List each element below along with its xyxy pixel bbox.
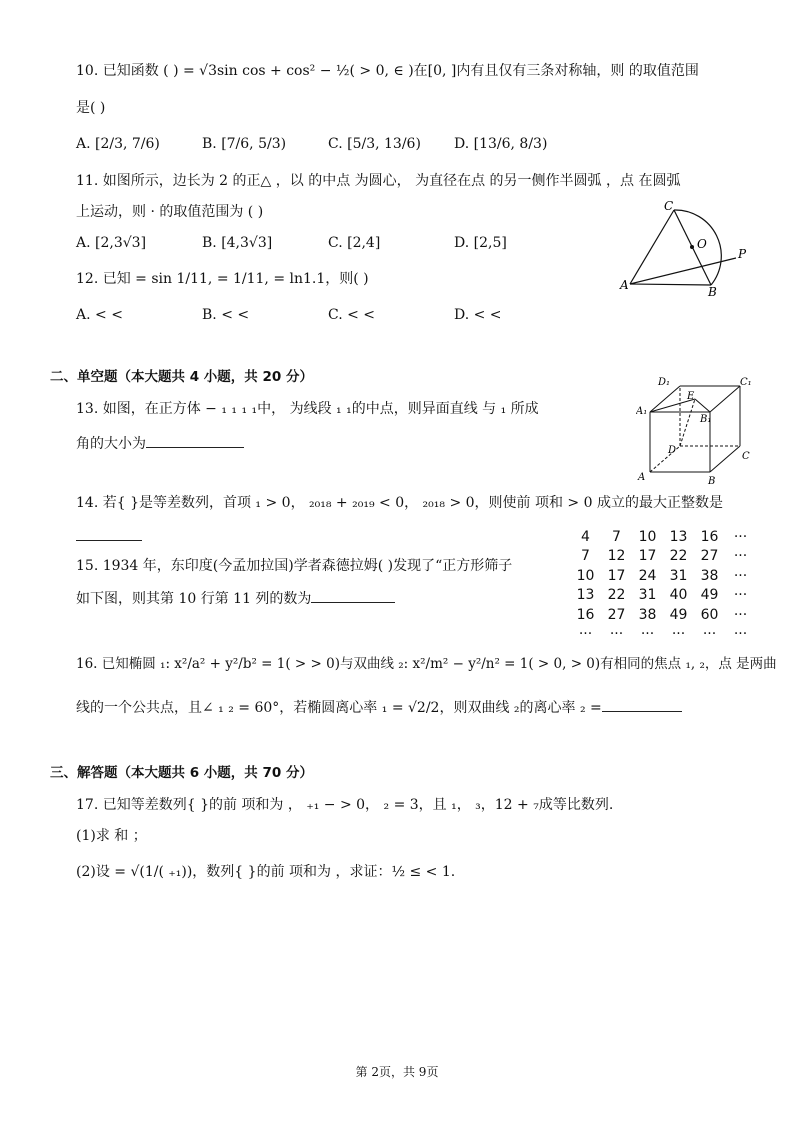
table-cell: 10 (576, 567, 595, 584)
table-row (570, 586, 756, 606)
table-row (570, 527, 756, 547)
q15-square-sieve-table (570, 527, 756, 644)
q13-label-d1: D₁ (658, 377, 671, 388)
q11-option-b: B. [4,3√3] (202, 235, 273, 251)
q16-line2 (76, 697, 682, 717)
table-cell: 27 (607, 606, 626, 623)
table-cell: 22 (607, 587, 626, 604)
table-cell: ··· (733, 587, 748, 604)
q11-line2: 上运动，则 · 的取值范围为 ( ) (76, 204, 264, 220)
q12-line1: 12. 已知 = sin 1/11, = 1/11, = ln1.1，则( ) (76, 271, 369, 287)
table-cell: ··· (702, 626, 717, 643)
q13-label-a1: A₁ (636, 406, 648, 417)
table-cell: 49 (700, 587, 719, 604)
table-cell: 12 (607, 548, 626, 565)
q13-line2 (76, 433, 244, 453)
table-cell: 17 (638, 548, 657, 565)
table-cell: 60 (700, 606, 719, 623)
table-cell: 24 (638, 567, 657, 584)
table-cell: 17 (607, 567, 626, 584)
q11-option-a: A. [2,3√3] (76, 235, 147, 251)
table-cell: 16 (576, 606, 595, 623)
table-cell: 31 (638, 587, 657, 604)
q14-line1: 14. 若{ }是等差数列，首项 ₁ > 0， ₂₀₁₈ + ₂₀₁₉ < 0， ₂₀₁₈ > 0，则使前 项和 > 0 成立的最大正整数是 (76, 495, 723, 511)
q15-line1: 15. 1934 年，东印度(今孟加拉国)学者森德拉姆( )发现了“正方形筛子 (76, 558, 513, 574)
table-cell: 7 (612, 528, 621, 545)
table-cell: 10 (638, 528, 657, 545)
table-cell: ··· (578, 626, 593, 643)
q10-line2: 是( ) (76, 100, 106, 116)
q13-line1: 13. 如图，在正方体 − ₁ ₁ ₁ ₁中， 为线段 ₁ ₁的中点，则异面直线 与 ₁ 所成 (76, 401, 539, 417)
table-cell: ··· (733, 567, 748, 584)
q13-answer-blank[interactable] (146, 433, 244, 448)
q11-label-p: P (738, 247, 747, 261)
q13-label-b: B (708, 476, 716, 486)
q15-answer-blank[interactable] (311, 588, 395, 603)
table-cell: 38 (700, 567, 719, 584)
q12-option-d: D. < < (454, 307, 502, 323)
table-cell: 16 (700, 528, 719, 545)
table-cell: 31 (669, 567, 688, 584)
table-cell: 22 (669, 548, 688, 565)
q17-part1: (1)求 和 ； (76, 828, 147, 844)
table-cell: 13 (576, 587, 595, 604)
q16-answer-blank[interactable] (602, 697, 682, 712)
q14-answer-blank[interactable] (76, 526, 142, 541)
q14-answer-line (76, 526, 142, 546)
q13-line2-text: 角的大小为 (76, 436, 146, 452)
table-cell: 27 (700, 548, 719, 565)
table-row (570, 625, 756, 645)
table-cell: 13 (669, 528, 688, 545)
q12-option-b: B. < < (202, 307, 250, 323)
q11-label-b: B (708, 285, 717, 298)
q10-option-a: A. [2/3, 7/6) (76, 136, 160, 152)
q13-label-c1: C₁ (740, 377, 752, 388)
q12-option-c: C. < < (328, 307, 376, 323)
q17-line1: 17. 已知等差数列{ }的前 项和为 ， ₊₁ − > 0， ₂ = 3，且 ₁， ₃，12 + ₇成等比数列. (76, 797, 614, 813)
table-cell: ··· (733, 548, 748, 565)
q13-label-e: E (687, 391, 695, 402)
q13-label-a: A (638, 472, 646, 483)
q16-line2-text: 线的一个公共点，且∠ ₁ ₂ = 60°，若椭圆离心率 ₁ = √2/2，则双曲线 ₂的离心率 ₂ = (76, 700, 602, 716)
table-cell: 49 (669, 606, 688, 623)
table-cell: 40 (669, 587, 688, 604)
table-cell: ··· (733, 528, 748, 545)
table-cell: 7 (581, 548, 590, 565)
q13-label-d: D (668, 445, 677, 456)
q13-label-c: C (742, 451, 750, 462)
section-2-heading: 二、单空题（本大题共 4 小题，共 20 分） (50, 369, 313, 385)
q13-label-b1: B₁ (700, 414, 712, 425)
table-cell: ··· (733, 626, 748, 643)
q16-line1: 16. 已知椭圆 ₁: x²/a² + y²/b² = 1( > > 0)与双曲线 ₂: x²/m² − y²/n² = 1( > 0, > 0)有相同的焦点 ₁, ₂，点 是两曲 (76, 656, 777, 672)
q11-label-c: C (664, 199, 674, 213)
section-3-heading: 三、解答题（本大题共 6 小题，共 70 分） (50, 765, 313, 781)
q11-label-a: A (620, 278, 629, 292)
q11-label-o: O (697, 237, 707, 251)
table-row (570, 566, 756, 586)
q15-line2-text: 如下图，则其第 10 行第 11 列的数为 (76, 591, 312, 607)
q10-option-b: B. [7/6, 5/3) (202, 136, 287, 152)
q10-line1: 10. 已知函数 ( ) = √3sin cos + cos² − ½( > 0, ∈ )在[0, ]内有且仅有三条对称轴，则 的取值范围 (76, 63, 699, 79)
page-footer: 第 2页，共 9页 (355, 1065, 439, 1079)
q11-triangle-semicircle-figure (618, 198, 758, 298)
q11-option-d: D. [2,5] (454, 235, 507, 251)
q10-option-c: C. [5/3, 13/6) (328, 136, 421, 152)
q11-option-c: C. [2,4] (328, 235, 381, 251)
table-cell: 4 (581, 528, 590, 545)
q12-option-a: A. < < (76, 307, 123, 323)
table-cell: ··· (609, 626, 624, 643)
table-cell: ··· (671, 626, 686, 643)
table-row (570, 605, 756, 625)
q13-cube-figure (636, 374, 756, 486)
q17-part2: (2)设 = √(1/( ₊₁))，数列{ }的前 项和为 ，求证：½ ≤ < 1. (76, 864, 456, 880)
q11-line1: 11. 如图所示，边长为 2 的正△ ，以 的中点 为圆心， 为直径在点 的另一侧作半圆弧 ，点 在圆弧 (76, 173, 681, 189)
table-cell: 38 (638, 606, 657, 623)
table-cell: ··· (640, 626, 655, 643)
table-cell: ··· (733, 606, 748, 623)
q15-line2 (76, 588, 395, 608)
q10-option-d: D. [13/6, 8/3) (454, 136, 548, 152)
table-row (570, 547, 756, 567)
